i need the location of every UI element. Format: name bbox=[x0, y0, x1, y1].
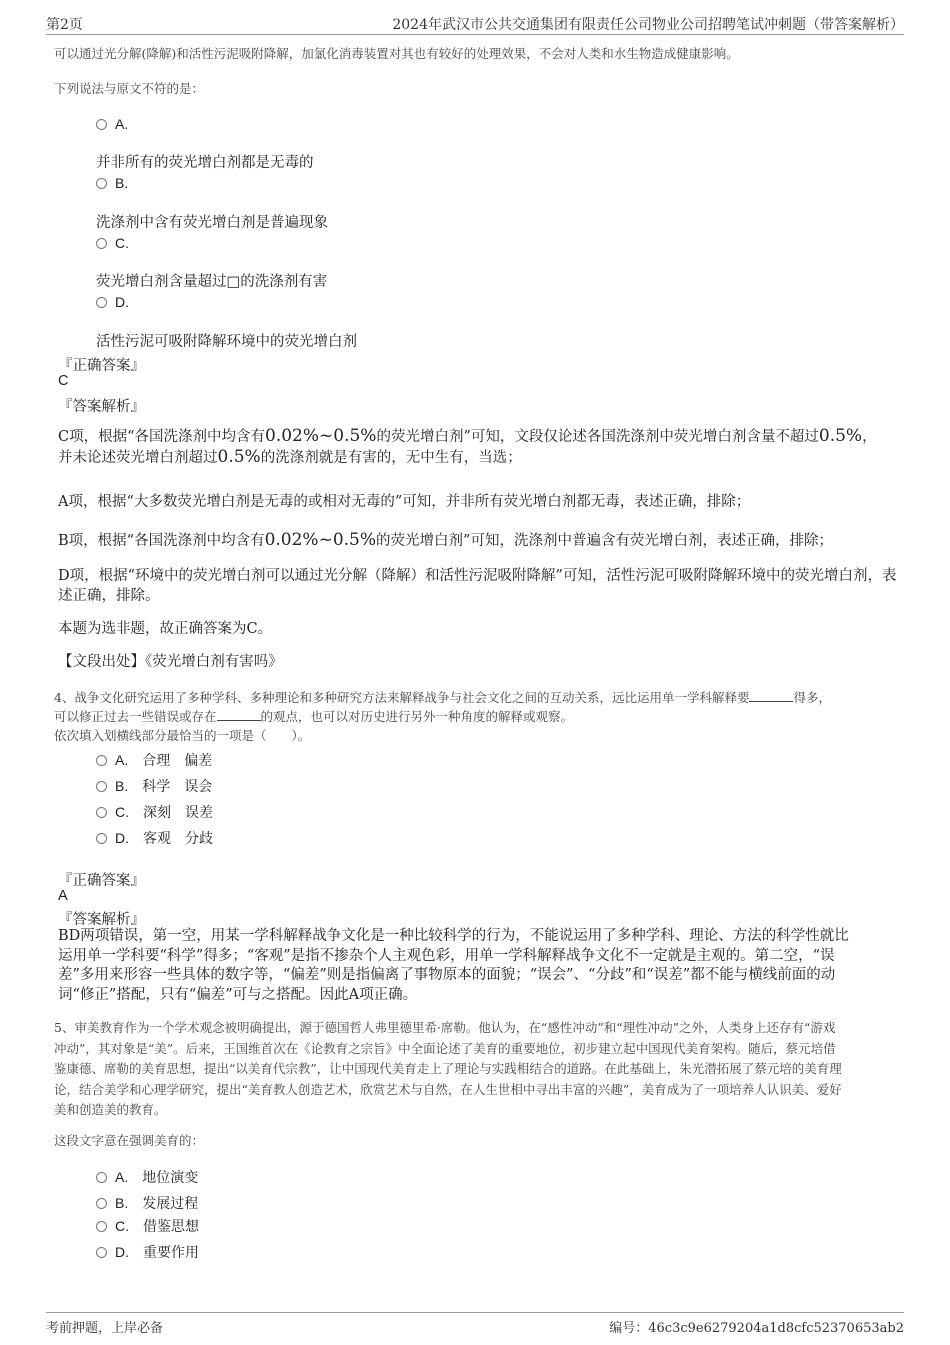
analysis-text: B项，根据“各国洗涤剂中均含有 bbox=[58, 533, 265, 549]
option-letter: D. bbox=[115, 1244, 129, 1260]
q3-analysis-c bbox=[58, 426, 904, 468]
option-letter: A. bbox=[115, 1169, 129, 1185]
stem-text: 可以修正过去一些错误或存在 bbox=[54, 709, 217, 724]
option-letter: B. bbox=[115, 175, 129, 191]
analysis-line: 差”多用来形容一些具体的数字等，“偏差”则是指偏离了事物原本的面貌；“误会”、“分歧”和“误差”都不能与横线前面的动 bbox=[58, 967, 836, 983]
option-text: 重要作用 bbox=[143, 1245, 199, 1261]
q5-option-d[interactable] bbox=[96, 1242, 199, 1262]
radio-icon[interactable] bbox=[96, 297, 107, 308]
radio-icon[interactable] bbox=[96, 1221, 107, 1232]
stem-text: 依次填入划横线部分最恰当的一项是（ ）。 bbox=[54, 728, 311, 743]
stem-line: 5、审美教育作为一个学术观念被明确提出，源于德国哲人弗里德里希·席勒。他认为，在“感性冲动”和“理性冲动”之外，人类身上还存有“游戏 bbox=[54, 1020, 836, 1035]
q4-option-d[interactable] bbox=[96, 828, 213, 848]
footer-slogan: 考前押题，上岸必备 bbox=[46, 1321, 164, 1336]
q3-prompt: 下列说法与原文不符的是： bbox=[54, 81, 205, 96]
stem-line: 美和创造美的教育。 bbox=[54, 1102, 167, 1117]
option-letter: A. bbox=[115, 116, 129, 132]
q4-analysis bbox=[58, 927, 904, 1005]
q3-source: 【文段出处】《荧光增白剂有害吗》 bbox=[58, 654, 283, 670]
option-letter: A. bbox=[115, 752, 129, 768]
analysis-text: 的荧光增白剂”可知，洗涤剂中普遍含有荧光增白剂，表述正确，排除； bbox=[376, 533, 833, 549]
option-letter: B. bbox=[115, 1195, 129, 1211]
math-value: 0.5% bbox=[217, 447, 261, 467]
q3-analysis-label: 『答案解析』 bbox=[58, 399, 145, 415]
analysis-text: 的荧光增白剂”可知，文段仅论述各国洗涤剂中荧光增白剂含量不超过 bbox=[376, 429, 819, 445]
q3-option-d-text: 活性污泥可吸附降解环境中的荧光增白剂 bbox=[96, 334, 357, 350]
q3-conclusion: 本题为选非题，故正确答案为C。 bbox=[58, 621, 273, 637]
q3-option-b-text: 洗涤剂中含有荧光增白剂是普遍现象 bbox=[96, 215, 328, 231]
page-number: 第2页 bbox=[46, 17, 83, 33]
fill-blank bbox=[217, 708, 261, 721]
q5-option-a[interactable] bbox=[96, 1167, 198, 1187]
radio-icon[interactable] bbox=[96, 833, 107, 844]
q4-stem bbox=[54, 688, 904, 745]
q3-analysis-b bbox=[58, 530, 904, 551]
analysis-text: C项，根据“各国洗涤剂中均含有 bbox=[58, 429, 266, 445]
option-letter: D. bbox=[115, 830, 129, 846]
option-letter: B. bbox=[115, 778, 129, 794]
analysis-line: BD两项错误，第一空，用某一学科解释战争文化是一种比较科学的行为，不能说运用了多种学科、理论、方法的科学性就比 bbox=[58, 928, 849, 944]
radio-icon[interactable] bbox=[96, 1198, 107, 1209]
option-text: 合理 偏差 bbox=[142, 753, 213, 769]
q4-option-c[interactable] bbox=[96, 802, 213, 822]
radio-icon[interactable] bbox=[96, 807, 107, 818]
stem-text: 4、战争文化研究运用了多种学科、多种理论和多种研究方法来解释战争与社会文化之间的互动关系，远比运用单一学科解释要 bbox=[54, 690, 750, 705]
stem-text: 的观点，也可以对历史进行另外一种角度的解释或观察。 bbox=[260, 709, 574, 724]
radio-icon[interactable] bbox=[96, 1172, 107, 1183]
q3-option-a-text: 并非所有的荧光增白剂都是无毒的 bbox=[96, 155, 314, 171]
option-text: 借鉴思想 bbox=[143, 1219, 199, 1235]
q4-answer: A bbox=[58, 888, 68, 904]
option-letter: C. bbox=[115, 804, 129, 820]
q3-option-a[interactable] bbox=[96, 116, 128, 132]
q3-option-c[interactable] bbox=[96, 235, 129, 251]
radio-icon[interactable] bbox=[96, 781, 107, 792]
q5-option-b[interactable] bbox=[96, 1193, 198, 1213]
q4-analysis-label: 『答案解析』 bbox=[58, 912, 145, 928]
math-range: 0.02%~0.5% bbox=[265, 426, 377, 446]
stem-text: 得多， bbox=[793, 690, 831, 705]
stem-line: 论，结合美学和心理学研究，提出“美育教人创造艺术，欣赏艺术与自然，在人生世相中寻出丰富的兴趣”，美育成为了一项培养人认识美、爱好 bbox=[54, 1081, 842, 1097]
q4-option-a[interactable] bbox=[96, 750, 212, 770]
q3-passage-tail: 可以通过光分解(降解)和活性污泥吸附降解，加氯化消毒装置对其也有较好的处理效果，不会对人类和水生物造成健康影响。 bbox=[54, 46, 739, 61]
q3-answer: C bbox=[58, 373, 69, 389]
q3-option-c-text: 荧光增白剂含量超过□的洗涤剂有害 bbox=[96, 274, 328, 290]
option-letter: D. bbox=[115, 294, 129, 310]
document-id: 编号：46c3c9e6279204a1d8cfc52370653ab2 bbox=[609, 1321, 904, 1336]
q3-option-d[interactable] bbox=[96, 294, 129, 310]
radio-icon[interactable] bbox=[96, 238, 107, 249]
q3-option-b[interactable] bbox=[96, 175, 128, 191]
q3-answer-label: 『正确答案』 bbox=[58, 358, 145, 374]
document-title: 2024年武汉市公共交通集团有限责任公司物业公司招聘笔试冲刺题（带答案解析） bbox=[392, 17, 904, 33]
option-text: 客观 分歧 bbox=[143, 831, 213, 847]
option-letter: C. bbox=[115, 235, 129, 251]
stem-line: 鉴康德、席勒的美育思想，提出“以美育代宗教”，让中国现代美育走上了理论与实践相结合的道路。在此基础上，朱光潜拓展了蔡元培的美育理 bbox=[54, 1061, 842, 1076]
q4-option-b[interactable] bbox=[96, 776, 212, 796]
q5-prompt: 这段文字意在强调美育的： bbox=[54, 1133, 205, 1148]
q3-analysis-a: A项，根据“大多数荧光增白剂是无毒的或相对无毒的”可知，并非所有荧光增白剂都无毒，表述正确，排除； bbox=[58, 494, 751, 510]
analysis-text: 的洗涤剂就是有害的，无中生有，当选； bbox=[260, 450, 522, 466]
math-range: 0.02%~0.5% bbox=[264, 530, 377, 550]
option-text: 发展过程 bbox=[142, 1196, 199, 1212]
fill-blank bbox=[749, 689, 793, 702]
q5-stem bbox=[54, 1018, 904, 1121]
stem-line: 冲动”，其对象是“美”。后来，王国维首次在《论教育之宗旨》中全面论述了美育的重要地位，初步建立起中国现代美育架构。随后，蔡元培借 bbox=[54, 1040, 836, 1056]
page-header bbox=[46, 12, 904, 35]
option-letter: C. bbox=[115, 1218, 129, 1234]
analysis-line: 运用单一学科要“科学”得多；“客观”是指不掺杂个人主观色彩，用单一学科解释战争文化不一定就是主观的。第二空，“误 bbox=[58, 947, 835, 964]
radio-icon[interactable] bbox=[96, 1247, 107, 1258]
page-footer bbox=[46, 1312, 904, 1335]
analysis-text: 并未论述荧光增白剂超过 bbox=[58, 450, 218, 466]
analysis-text: ， bbox=[862, 429, 877, 445]
analysis-line: 词“修正”搭配，只有“偏差”可与之搭配。因此A项正确。 bbox=[58, 986, 418, 1003]
radio-icon[interactable] bbox=[96, 755, 107, 766]
q3-analysis-d: D项，根据“环境中的荧光增白剂可以通过光分解（降解）和活性污泥吸附降解”可知，活性污泥可吸附降解环境中的荧光增白剂，表述正确，排除。 bbox=[58, 568, 897, 604]
radio-icon[interactable] bbox=[96, 178, 107, 189]
option-text: 科学 误会 bbox=[142, 779, 213, 795]
q5-option-c[interactable] bbox=[96, 1216, 199, 1236]
q4-answer-label: 『正确答案』 bbox=[58, 873, 145, 889]
math-value: 0.5% bbox=[818, 426, 863, 446]
radio-icon[interactable] bbox=[96, 119, 107, 130]
option-text: 深刻 误差 bbox=[143, 805, 213, 821]
option-text: 地位演变 bbox=[142, 1170, 199, 1186]
